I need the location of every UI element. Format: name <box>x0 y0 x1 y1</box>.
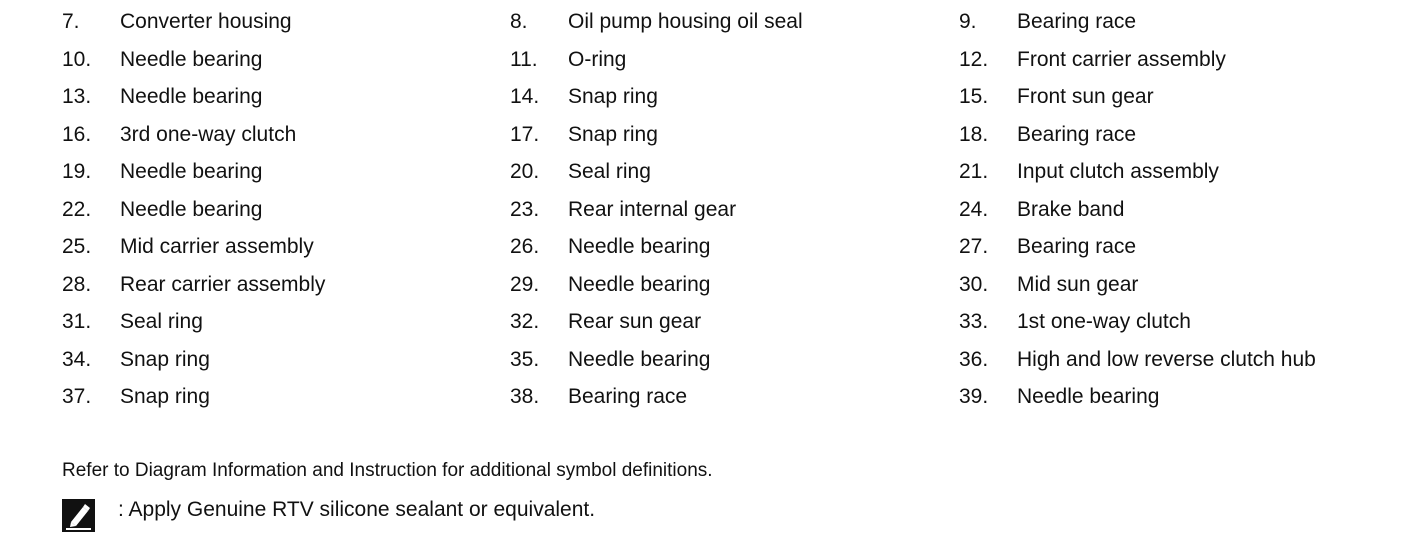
legend-item-number: 33. <box>959 310 989 333</box>
legend-item-number: 14. <box>510 85 540 108</box>
legend-item-label: Rear sun gear <box>568 310 702 333</box>
legend-item-number: 23. <box>510 197 540 221</box>
legend-item-number: 10. <box>62 47 92 71</box>
legend-item-label: High and low reverse clutch hub <box>1017 347 1316 371</box>
legend-item-number: 21. <box>959 160 989 183</box>
legend-item-label: 3rd one-way clutch <box>120 122 297 146</box>
legend-item-number: 13. <box>62 85 92 108</box>
legend-item-label: Converter housing <box>120 10 292 33</box>
legend-item-number: 38. <box>510 385 540 408</box>
legend-item-label: Needle bearing <box>120 85 263 108</box>
symbol-definition <box>62 497 762 533</box>
legend-item-label: Snap ring <box>120 385 210 408</box>
legend-item-number: 15. <box>959 85 989 108</box>
legend-item-number: 20. <box>510 160 540 183</box>
legend-item-label: O-ring <box>568 47 627 71</box>
legend-item-label: Needle bearing <box>120 160 263 183</box>
legend-item-label: Needle bearing <box>568 235 711 258</box>
legend-item-label: Front carrier assembly <box>1017 47 1226 71</box>
legend-item-label: Needle bearing <box>1017 385 1160 408</box>
legend-item-number: 25. <box>62 235 92 258</box>
legend-item-number: 24. <box>959 197 989 221</box>
legend-item-label: Needle bearing <box>120 197 263 221</box>
legend-item-label: Bearing race <box>1017 10 1137 33</box>
legend-item-number: 34. <box>62 347 92 371</box>
legend-item-number: 17. <box>510 122 540 146</box>
legend-item-label: Needle bearing <box>120 47 263 71</box>
legend-item-number: 7. <box>62 10 80 33</box>
legend-item-number: 22. <box>62 197 92 221</box>
legend-item-number: 19. <box>62 160 92 183</box>
legend-item-label: Bearing race <box>1017 122 1137 146</box>
legend-item-number: 8. <box>510 10 528 33</box>
legend-item-number: 11. <box>510 47 538 71</box>
legend-item-label: Snap ring <box>568 85 658 108</box>
legend-item-label: Mid sun gear <box>1017 272 1139 296</box>
legend-item-number: 27. <box>959 235 989 258</box>
legend-item-label: Seal ring <box>568 160 651 183</box>
legend-item-number: 39. <box>959 385 989 408</box>
legend-item-label: Front sun gear <box>1017 85 1154 108</box>
legend-item-number: 36. <box>959 347 989 371</box>
legend-item-number: 16. <box>62 122 92 146</box>
legend-item-label: Snap ring <box>120 347 210 371</box>
legend-item-number: 28. <box>62 272 92 296</box>
legend-item-label: Rear internal gear <box>568 197 737 221</box>
reference-note: Refer to Diagram Information and Instruction for additional symbol definitions. <box>62 460 713 481</box>
legend-item-number: 29. <box>510 272 540 296</box>
legend-item-label: Bearing race <box>568 385 688 408</box>
legend-item-label: Snap ring <box>568 122 658 146</box>
legend-item-label: Seal ring <box>120 310 203 333</box>
legend-item-label: Mid carrier assembly <box>120 235 314 258</box>
legend-item-number: 35. <box>510 347 540 371</box>
symbol-description: : Apply Genuine RTV silicone sealant or equivalent. <box>118 498 596 521</box>
legend-item-number: 26. <box>510 235 540 258</box>
legend-item-label: Rear carrier assembly <box>120 272 326 296</box>
sealant-applicator-icon <box>62 499 95 532</box>
legend-item-number: 9. <box>959 10 977 33</box>
legend-item-label: Oil pump housing oil seal <box>568 10 803 33</box>
legend-item-label: Input clutch assembly <box>1017 160 1219 183</box>
legend-item-number: 31. <box>62 310 92 333</box>
legend-item-label: Needle bearing <box>568 347 711 371</box>
legend-item-number: 18. <box>959 122 989 146</box>
legend-item-label: Brake band <box>1017 197 1125 221</box>
legend-item-label: Needle bearing <box>568 272 711 296</box>
legend-item-label: 1st one-way clutch <box>1017 310 1191 333</box>
legend-item-label: Bearing race <box>1017 235 1137 258</box>
legend-item-number: 37. <box>62 385 92 408</box>
legend-item-number: 30. <box>959 272 989 296</box>
legend-item-number: 12. <box>959 47 989 71</box>
legend-item-number: 32. <box>510 310 540 333</box>
